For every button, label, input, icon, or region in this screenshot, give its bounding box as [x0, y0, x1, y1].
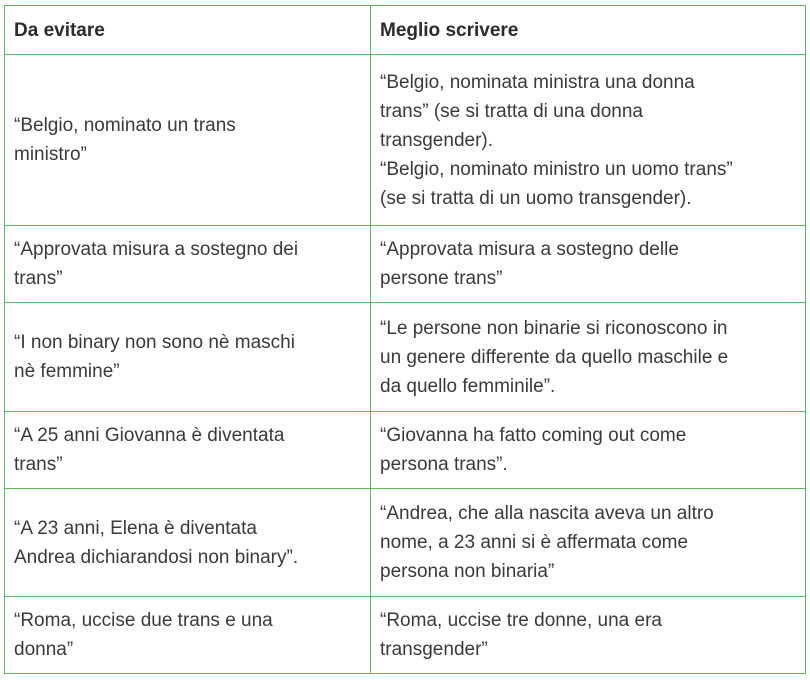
language-guide-table — [4, 5, 806, 674]
better-cell — [371, 303, 806, 412]
better-cell — [371, 489, 806, 597]
better-text: “Roma, uccise tre donne, una era transgender” — [380, 610, 662, 660]
avoid-text: “A 25 anni Giovanna è diventata trans” — [14, 425, 285, 475]
avoid-cell — [5, 412, 371, 489]
avoid-cell — [5, 597, 371, 674]
better-text: “Giovanna ha fatto coming out come persona trans”. — [380, 425, 687, 475]
better-text: “Andrea, che alla nascita aveva un altro nome, a 23 anni si è affermata come persona non binaria” — [380, 503, 714, 582]
avoid-text: “A 23 anni, Elena è diventata Andrea dichiarandosi non binary”. — [14, 517, 299, 568]
better-text: “Belgio, nominata ministra una donna trans” (se si tratta di una donna transgender). “Belgio, nominato ministro un uomo trans” (se si tratta di un uomo transgender). — [380, 71, 733, 209]
header-better: Meglio scrivere — [371, 6, 806, 55]
better-cell — [371, 597, 806, 674]
better-cell — [371, 412, 806, 489]
table-row — [5, 55, 806, 226]
better-text: “Le persone non binarie si riconoscono in un genere differente da quello maschile e da quello femminile”. — [380, 317, 729, 397]
table-header-row — [5, 6, 806, 55]
avoid-text: “Roma, uccise due trans e una donna” — [14, 610, 273, 660]
avoid-cell — [5, 55, 371, 226]
table-row — [5, 226, 806, 303]
better-text: “Approvata misura a sostegno delle persone trans” — [380, 239, 679, 289]
table-row — [5, 412, 806, 489]
header-avoid: Da evitare — [5, 6, 371, 55]
table-row — [5, 303, 806, 412]
avoid-text: “I non binary non sono nè maschi nè femmine” — [14, 332, 295, 382]
better-cell — [371, 55, 806, 226]
table-row — [5, 489, 806, 597]
better-cell — [371, 226, 806, 303]
avoid-cell — [5, 489, 371, 597]
avoid-text: “Belgio, nominato un trans ministro” — [14, 115, 236, 165]
avoid-text: “Approvata misura a sostegno dei trans” — [14, 239, 299, 289]
avoid-cell — [5, 226, 371, 303]
avoid-cell — [5, 303, 371, 412]
table-row — [5, 597, 806, 674]
